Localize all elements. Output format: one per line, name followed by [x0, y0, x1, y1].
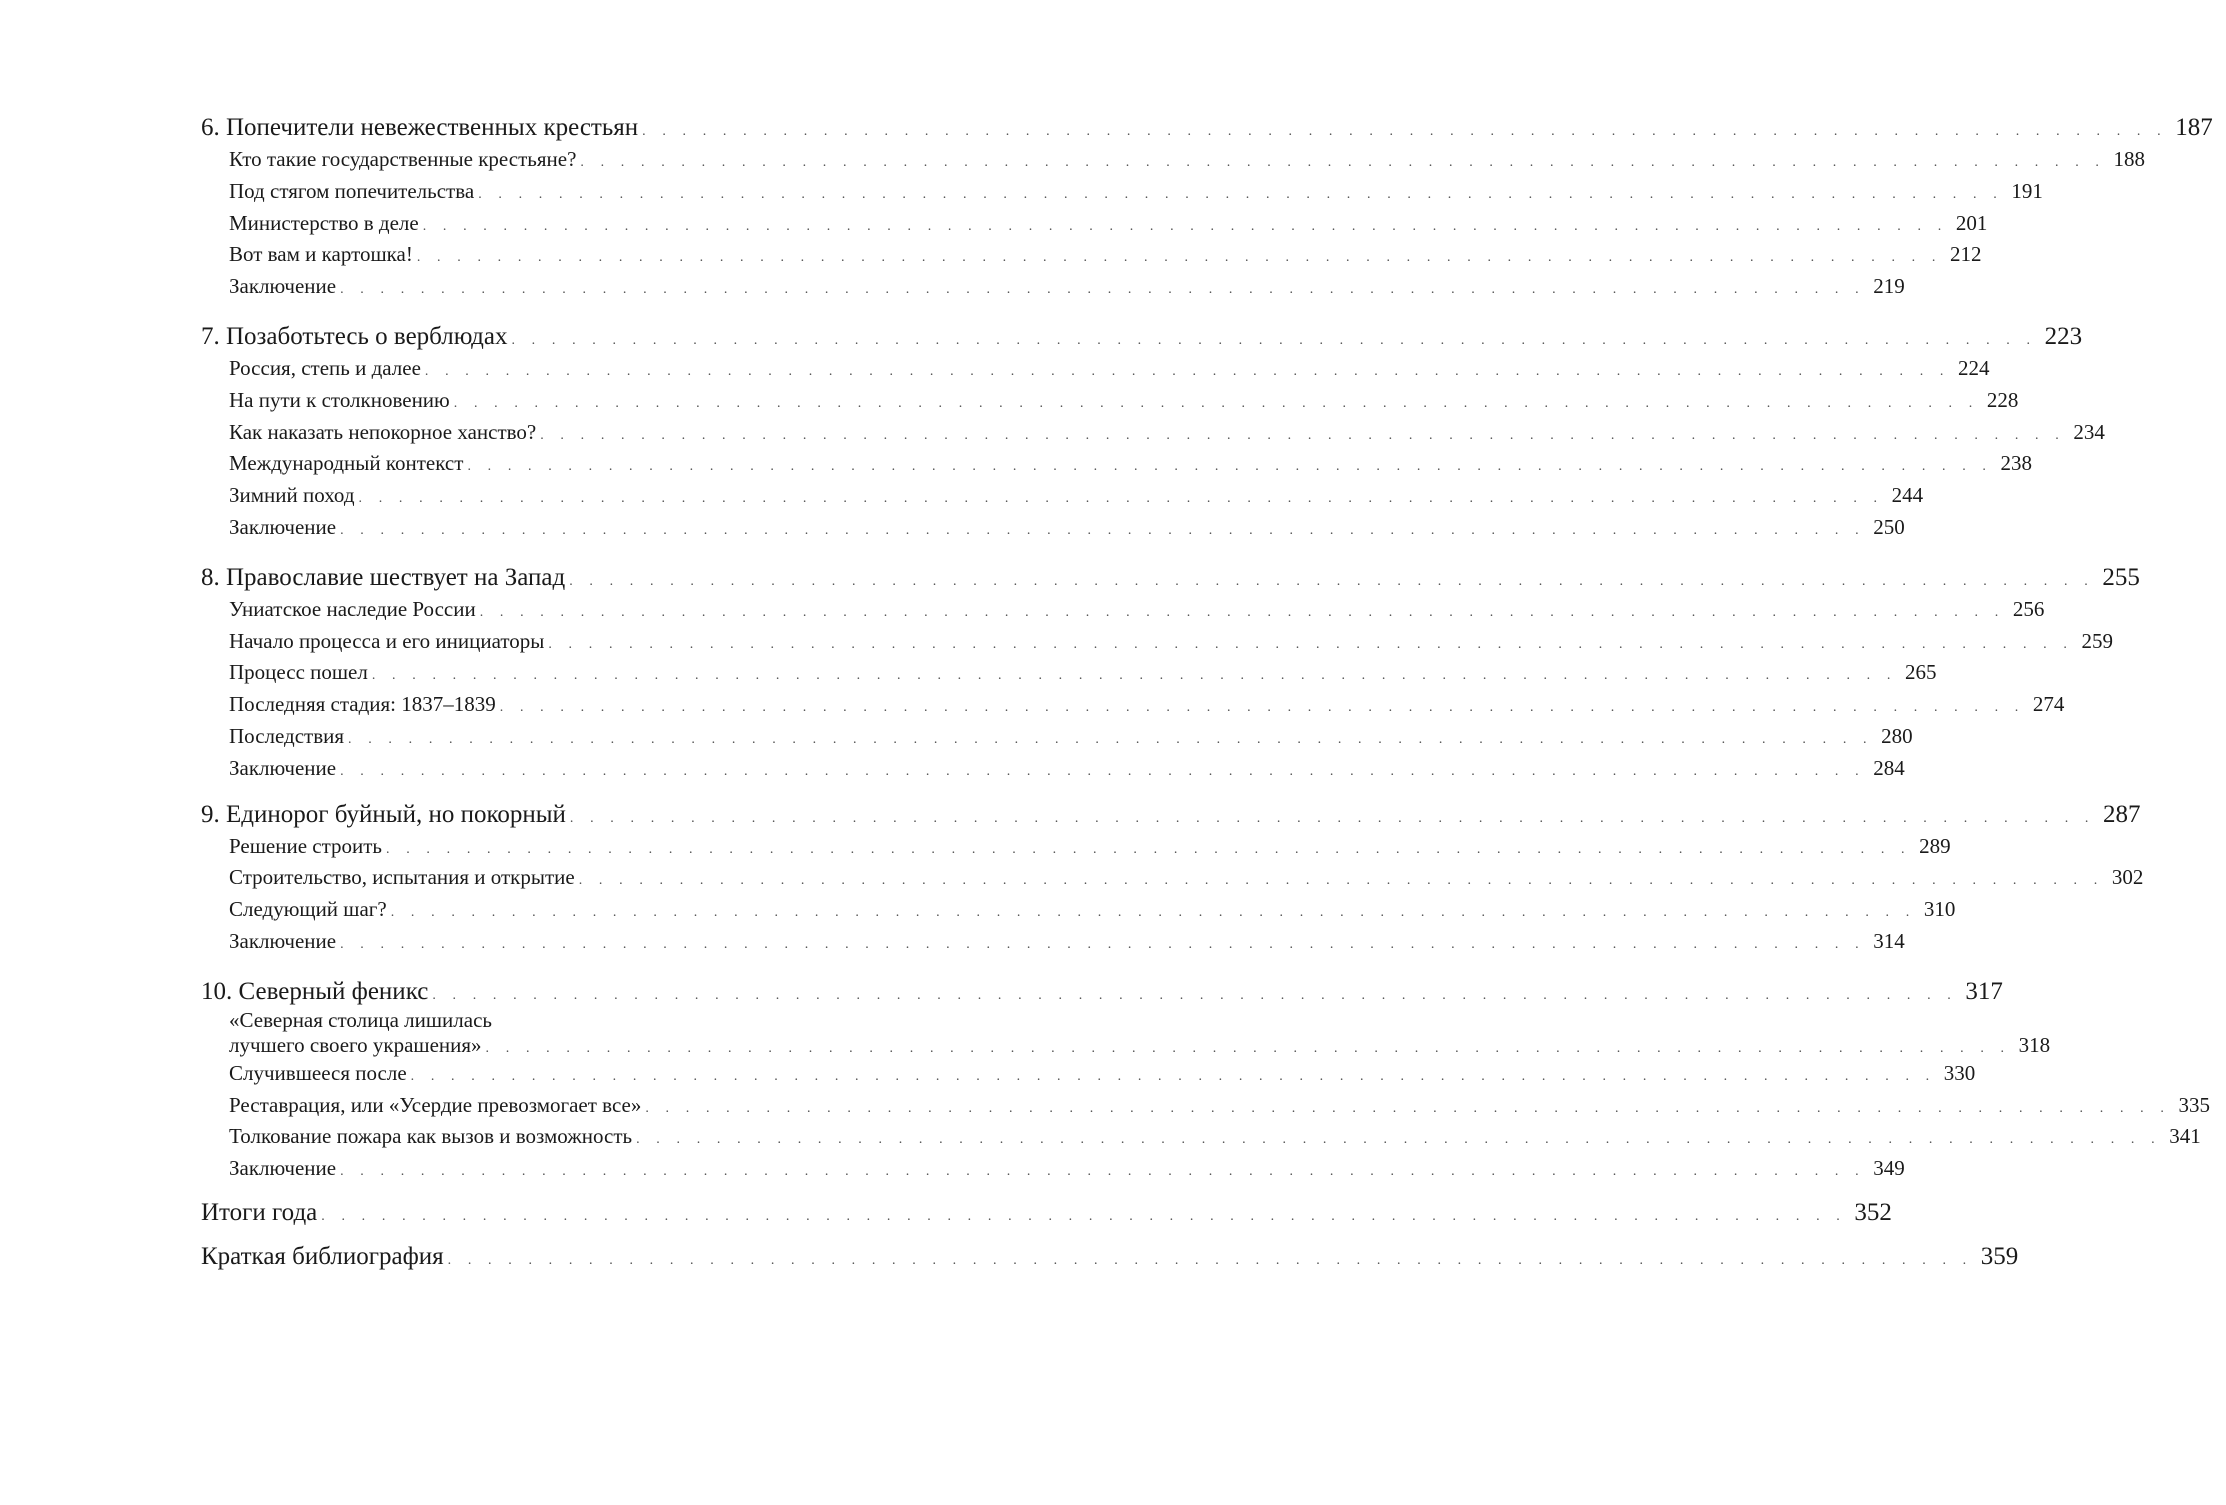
toc-section[interactable] — [201, 480, 1924, 512]
toc-section[interactable] — [201, 862, 2144, 894]
dot-leader: . . . . . . . . . . . . . . . . . . . . . . . . . . . . . . . . . . . . . . . . . . . . . . . . . . . . . . . . . . . . . . . . . . . . . . . . . . . . — [569, 573, 2095, 589]
toc-section[interactable] — [201, 512, 1905, 544]
page-number: 255 — [2102, 563, 2140, 591]
toc-back-matter-bibliography[interactable] — [201, 1241, 2019, 1273]
toc-section[interactable] — [201, 594, 2045, 626]
section-title: Начало процесса и его инициаторы — [229, 628, 545, 653]
page-number: 289 — [1919, 833, 1951, 858]
page-number: 219 — [1873, 274, 1905, 299]
dot-leader: . . . . . . . . . . . . . . . . . . . . . . . . . . . . . . . . . . . . . . . . . . . . . . . . . . . . . . . . . . . . . . . . . . . . . . . . . . . . — [511, 332, 2037, 348]
chapter-title: 10. Северный феникс — [201, 977, 429, 1005]
section-title: Последствия — [229, 723, 345, 748]
section-title: Толкование пожара как вызов и возможность — [229, 1124, 633, 1149]
toc-section[interactable] — [201, 417, 2105, 449]
section-title: Заключение — [229, 514, 337, 539]
dot-leader: . . . . . . . . . . . . . . . . . . . . . . . . . . . . . . . . . . . . . . . . . . . . . . . . . . . . . . . . . . . . . . . . . . . . . . . . . . . . — [580, 155, 2106, 170]
section-title: Заключение — [229, 755, 337, 780]
section-title: Под стягом попечительства — [229, 178, 475, 203]
page-number: 287 — [2103, 800, 2141, 828]
section-title: Процесс пошел — [229, 660, 368, 685]
toc-back-matter-summary[interactable] — [201, 1197, 1892, 1229]
toc-section[interactable] — [201, 176, 2043, 208]
toc-section[interactable] — [201, 657, 1937, 689]
page-number: 259 — [2081, 628, 2113, 653]
section-title: На пути к столкновению — [229, 387, 450, 412]
section-title: Зимний поход — [229, 483, 355, 508]
page-number: 223 — [2044, 322, 2083, 350]
page-number: 265 — [1904, 660, 1937, 685]
dot-leader: . . . . . . . . . . . . . . . . . . . . . . . . . . . . . . . . . . . . . . . . . . . . . . . . . . . . . . . . . . . . . . . . . . . . . . . . . . . . — [371, 668, 1897, 684]
page-number: 224 — [1958, 355, 1990, 380]
toc-section[interactable] — [201, 831, 1951, 863]
chapter-title: 7. Позаботьтесь о верблюдах — [201, 322, 508, 350]
page-number: 310 — [1923, 897, 1956, 922]
section-title: Строительство, испытания и открытие — [229, 865, 575, 890]
page-number: 191 — [2011, 178, 2043, 203]
toc-section[interactable] — [201, 1121, 2201, 1153]
page-number: 335 — [2178, 1092, 2210, 1117]
page-number: 250 — [1873, 514, 1905, 539]
page-number: 234 — [2073, 419, 2105, 444]
toc-section[interactable] — [201, 271, 1905, 303]
page-number: 317 — [1965, 977, 2003, 1005]
dot-leader: . . . . . . . . . . . . . . . . . . . . . . . . . . . . . . . . . . . . . . . . . . . . . . . . . . . . . . . . . . . . . . . . . . . . . . . . . . . . — [422, 218, 1948, 234]
section-title: Кто такие государственные крестьяне? — [229, 147, 577, 171]
section-title: Как наказать непокорное ханство? — [229, 419, 537, 444]
page-number: 228 — [1986, 387, 2019, 412]
page-number: 256 — [2012, 596, 2045, 621]
dot-leader: . . . . . . . . . . . . . . . . . . . . . . . . . . . . . . . . . . . . . . . . . . . . . . . . . . . . . . . . . . . . . . . . . . . . . . . . . . . . — [499, 700, 2025, 716]
page-number: 359 — [1980, 1242, 2019, 1270]
dot-leader: . . . . . . . . . . . . . . . . . . . . . . . . . . . . . . . . . . . . . . . . . . . . . . . . . . . . . . . . . . . . . . . . . . . . . . . . . . . . — [636, 1132, 2162, 1148]
dot-leader: . . . . . . . . . . . . . . . . . . . . . . . . . . . . . . . . . . . . . . . . . . . . . . . . . . . . . . . . . . . . . . . . . . . . . . . . . . . . — [467, 459, 1993, 475]
section-title: Международный контекст — [229, 451, 464, 476]
toc-section[interactable] — [201, 239, 1982, 271]
toc-section[interactable] — [201, 721, 1913, 753]
toc-chapter-9[interactable] — [201, 799, 2141, 831]
toc-section-multiline[interactable] — [201, 1007, 2051, 1058]
toc-section[interactable] — [201, 144, 2146, 176]
section-title: Россия, степь и далее — [229, 355, 421, 380]
toc-section[interactable] — [201, 448, 2033, 480]
toc-section[interactable] — [201, 1153, 1905, 1185]
dot-leader: . . . . . . . . . . . . . . . . . . . . . . . . . . . . . . . . . . . . . . . . . . . . . . . . . . . . . . . . . . . . . . . . . . . . . . . . . . . . — [340, 522, 1866, 538]
dot-leader: . . . . . . . . . . . . . . . . . . . . . . . . . . . . . . . . . . . . . . . . . . . . . . . . . . . . . . . . . . . . . . . . . . . . . . . . . . . . — [340, 282, 1866, 298]
toc-section[interactable] — [201, 353, 1990, 385]
toc-section[interactable] — [201, 689, 2065, 721]
page-number: 188 — [2113, 147, 2146, 171]
toc-section[interactable] — [201, 753, 1905, 785]
dot-leader: . . . . . . . . . . . . . . . . . . . . . . . . . . . . . . . . . . . . . . . . . . . . . . . . . . . . . . . . . . . . . . . . . . . . . . . . . . . . — [410, 1068, 1936, 1084]
dot-leader: . . . . . . . . . . . . . . . . . . . . . . . . . . . . . . . . . . . . . . . . . . . . . . . . . . . . . . . . . . . . . . . . . . . . . . . . . . . . — [569, 810, 2096, 826]
page-number: 284 — [1873, 755, 1905, 780]
page-number: 280 — [1881, 723, 1913, 748]
dot-leader: . . . . . . . . . . . . . . . . . . . . . . . . . . . . . . . . . . . . . . . . . . . . . . . . . . . . . . . . . . . . . . . . . . . . . . . . . . . . — [479, 604, 2005, 620]
page-number: 318 — [2018, 1032, 2051, 1057]
page-number: 187 — [2175, 114, 2213, 141]
dot-leader: . . . . . . . . . . . . . . . . . . . . . . . . . . . . . . . . . . . . . . . . . . . . . . . . . . . . . . . . . . . . . . . . . . . . . . . . . . . . — [340, 763, 1866, 779]
section-title: Заключение — [229, 1156, 337, 1181]
dot-leader: . . . . . . . . . . . . . . . . . . . . . . . . . . . . . . . . . . . . . . . . . . . . . . . . . . . . . . . . . . . . . . . . . . . . . . . . . . . . — [447, 1252, 1973, 1268]
dot-leader: . . . . . . . . . . . . . . . . . . . . . . . . . . . . . . . . . . . . . . . . . . . . . . . . . . . . . . . . . . . . . . . . . . . . . . . . . . . . — [645, 1100, 2171, 1116]
section-title: Реставрация, или «Усердие превозмогает все» — [229, 1092, 642, 1117]
dot-leader: . . . . . . . . . . . . . . . . . . . . . . . . . . . . . . . . . . . . . . . . . . . . . . . . . . . . . . . . . . . . . . . . . . . . . . . . . . . . — [416, 250, 1942, 266]
dot-leader: . . . . . . . . . . . . . . . . . . . . . . . . . . . . . . . . . . . . . . . . . . . . . . . . . . . . . . . . . . . . . . . . . . . . . . . . . . . . — [540, 427, 2066, 443]
dot-leader: . . . . . . . . . . . . . . . . . . . . . . . . . . . . . . . . . . . . . . . . . . . . . . . . . . . . . . . . . . . . . . . . . . . . . . . . . . . . — [453, 395, 1979, 411]
toc-section[interactable] — [201, 385, 2019, 417]
toc-section[interactable] — [201, 626, 2113, 658]
section-title: Заключение — [229, 928, 337, 953]
dot-leader: . . . . . . . . . . . . . . . . . . . . . . . . . . . . . . . . . . . . . . . . . . . . . . . . . . . . . . . . . . . . . . . . . . . . . . . . . . . . — [642, 124, 2168, 139]
dot-leader: . . . . . . . . . . . . . . . . . . . . . . . . . . . . . . . . . . . . . . . . . . . . . . . . . . . . . . . . . . . . . . . . . . . . . . . . . . . . — [432, 987, 1958, 1003]
dot-leader: . . . . . . . . . . . . . . . . . . . . . . . . . . . . . . . . . . . . . . . . . . . . . . . . . . . . . . . . . . . . . . . . . . . . . . . . . . . . — [321, 1208, 1847, 1224]
dot-leader: . . . . . . . . . . . . . . . . . . . . . . . . . . . . . . . . . . . . . . . . . . . . . . . . . . . . . . . . . . . . . . . . . . . . . . . . . . . . — [424, 363, 1951, 379]
page-number: 352 — [1854, 1198, 1892, 1226]
dot-leader: . . . . . . . . . . . . . . . . . . . . . . . . . . . . . . . . . . . . . . . . . . . . . . . . . . . . . . . . . . . . . . . . . . . . . . . . . . . . — [478, 186, 2004, 202]
section-title: Заключение — [229, 274, 337, 299]
toc-section[interactable] — [201, 1090, 2210, 1122]
section-title: Министерство в деле — [229, 210, 419, 235]
chapter-title: Итоги года — [201, 1198, 318, 1226]
section-title-line-2: лучшего своего украшения» — [229, 1032, 482, 1057]
page-number: 274 — [2032, 692, 2065, 717]
section-title: Вот вам и картошка! — [229, 242, 413, 267]
toc-chapter-6[interactable] — [201, 112, 2213, 144]
dot-leader: . . . . . . . . . . . . . . . . . . . . . . . . . . . . . . . . . . . . . . . . . . . . . . . . . . . . . . . . . . . . . . . . . . . . . . . . . . . . — [348, 731, 1874, 747]
toc-section[interactable] — [201, 208, 1988, 240]
section-title: Решение строить — [229, 833, 383, 858]
section-title: Случившееся после — [229, 1060, 407, 1085]
toc-chapter-7[interactable] — [201, 321, 2083, 353]
page-number: 330 — [1943, 1060, 1976, 1085]
page-number: 238 — [2000, 451, 2033, 476]
page-number: 302 — [2111, 865, 2144, 890]
toc-section[interactable] — [201, 894, 1956, 926]
chapter-title: 9. Единорог буйный, но покорный — [201, 800, 566, 828]
section-title-line-1: «Северная столица лишилась — [229, 1007, 492, 1032]
chapter-title: 6. Попечители невежественных крестьян — [201, 114, 639, 141]
page-number: 314 — [1873, 928, 1905, 953]
chapter-title: Краткая библиография — [201, 1242, 444, 1270]
toc-chapter-10[interactable] — [201, 976, 2003, 1008]
section-title: Униатское наследие России — [229, 596, 476, 621]
dot-leader: . . . . . . . . . . . . . . . . . . . . . . . . . . . . . . . . . . . . . . . . . . . . . . . . . . . . . . . . . . . . . . . . . . . . . . . . . . . . — [390, 905, 1916, 921]
section-title-line-2-row — [229, 1032, 2051, 1058]
dot-leader: . . . . . . . . . . . . . . . . . . . . . . . . . . . . . . . . . . . . . . . . . . . . . . . . . . . . . . . . . . . . . . . . . . . . . . . . . . . . — [386, 841, 1912, 857]
page-number: 201 — [1955, 210, 1988, 235]
page-number: 244 — [1891, 483, 1924, 508]
dot-leader: . . . . . . . . . . . . . . . . . . . . . . . . . . . . . . . . . . . . . . . . . . . . . . . . . . . . . . . . . . . . . . . . . . . . . . . . . . . . — [340, 936, 1866, 952]
dot-leader: . . . . . . . . . . . . . . . . . . . . . . . . . . . . . . . . . . . . . . . . . . . . . . . . . . . . . . . . . . . . . . . . . . . . . . . . . . . . — [358, 491, 1884, 507]
toc-chapter-8[interactable] — [201, 562, 2140, 594]
toc-section[interactable] — [201, 926, 1905, 958]
page-number: 341 — [2169, 1124, 2201, 1149]
chapter-title: 8. Православие шествует на Запад — [201, 563, 566, 591]
dot-leader: . . . . . . . . . . . . . . . . . . . . . . . . . . . . . . . . . . . . . . . . . . . . . . . . . . . . . . . . . . . . . . . . . . . . . . . . . . . . — [340, 1164, 1866, 1180]
section-title: Последняя стадия: 1837–1839 — [229, 692, 496, 717]
page-number: 349 — [1873, 1156, 1905, 1181]
page-number: 212 — [1949, 242, 1982, 267]
section-title: Следующий шаг? — [229, 897, 387, 922]
dot-leader: . . . . . . . . . . . . . . . . . . . . . . . . . . . . . . . . . . . . . . . . . . . . . . . . . . . . . . . . . . . . . . . . . . . . . . . . . . . . — [485, 1040, 2011, 1056]
table-of-contents — [201, 112, 2213, 1273]
toc-section[interactable] — [201, 1058, 1976, 1090]
dot-leader: . . . . . . . . . . . . . . . . . . . . . . . . . . . . . . . . . . . . . . . . . . . . . . . . . . . . . . . . . . . . . . . . . . . . . . . . . . . . — [578, 873, 2104, 889]
dot-leader: . . . . . . . . . . . . . . . . . . . . . . . . . . . . . . . . . . . . . . . . . . . . . . . . . . . . . . . . . . . . . . . . . . . . . . . . . . . . — [548, 636, 2074, 652]
